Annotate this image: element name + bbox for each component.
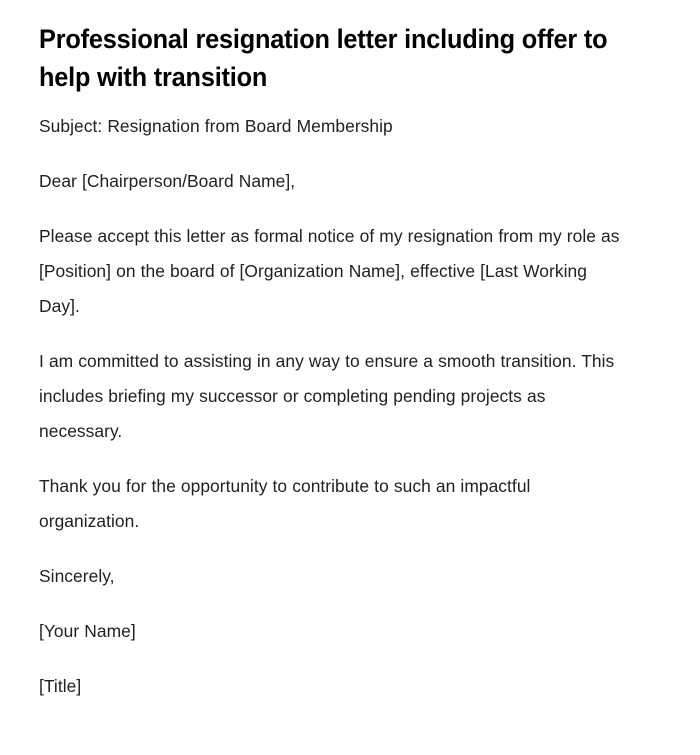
body-paragraph-thanks: Thank you for the opportunity to contribute to such an impactful organization. xyxy=(39,476,531,531)
signature-title: [Title] xyxy=(39,676,82,696)
body-paragraph-transition-offer: I am committed to assisting in any way to ensure a smooth transition. This includes briefing my successor or completing pending projects as necessary. xyxy=(39,351,615,441)
body-paragraph-notice: Please accept this letter as formal notice of my resignation from my role as [Position] on the board of [Organization Name], effective [Last Working Day]. xyxy=(39,226,620,316)
subject-line: Subject: Resignation from Board Membership xyxy=(39,116,393,136)
page-title: Professional resignation letter including offer to help with transition xyxy=(39,24,608,92)
salutation: Dear [Chairperson/Board Name], xyxy=(39,171,296,191)
letter-body xyxy=(39,109,627,704)
signature-name: [Your Name] xyxy=(39,621,136,641)
closing-salutation: Sincerely, xyxy=(39,566,115,586)
resignation-letter xyxy=(39,20,627,704)
